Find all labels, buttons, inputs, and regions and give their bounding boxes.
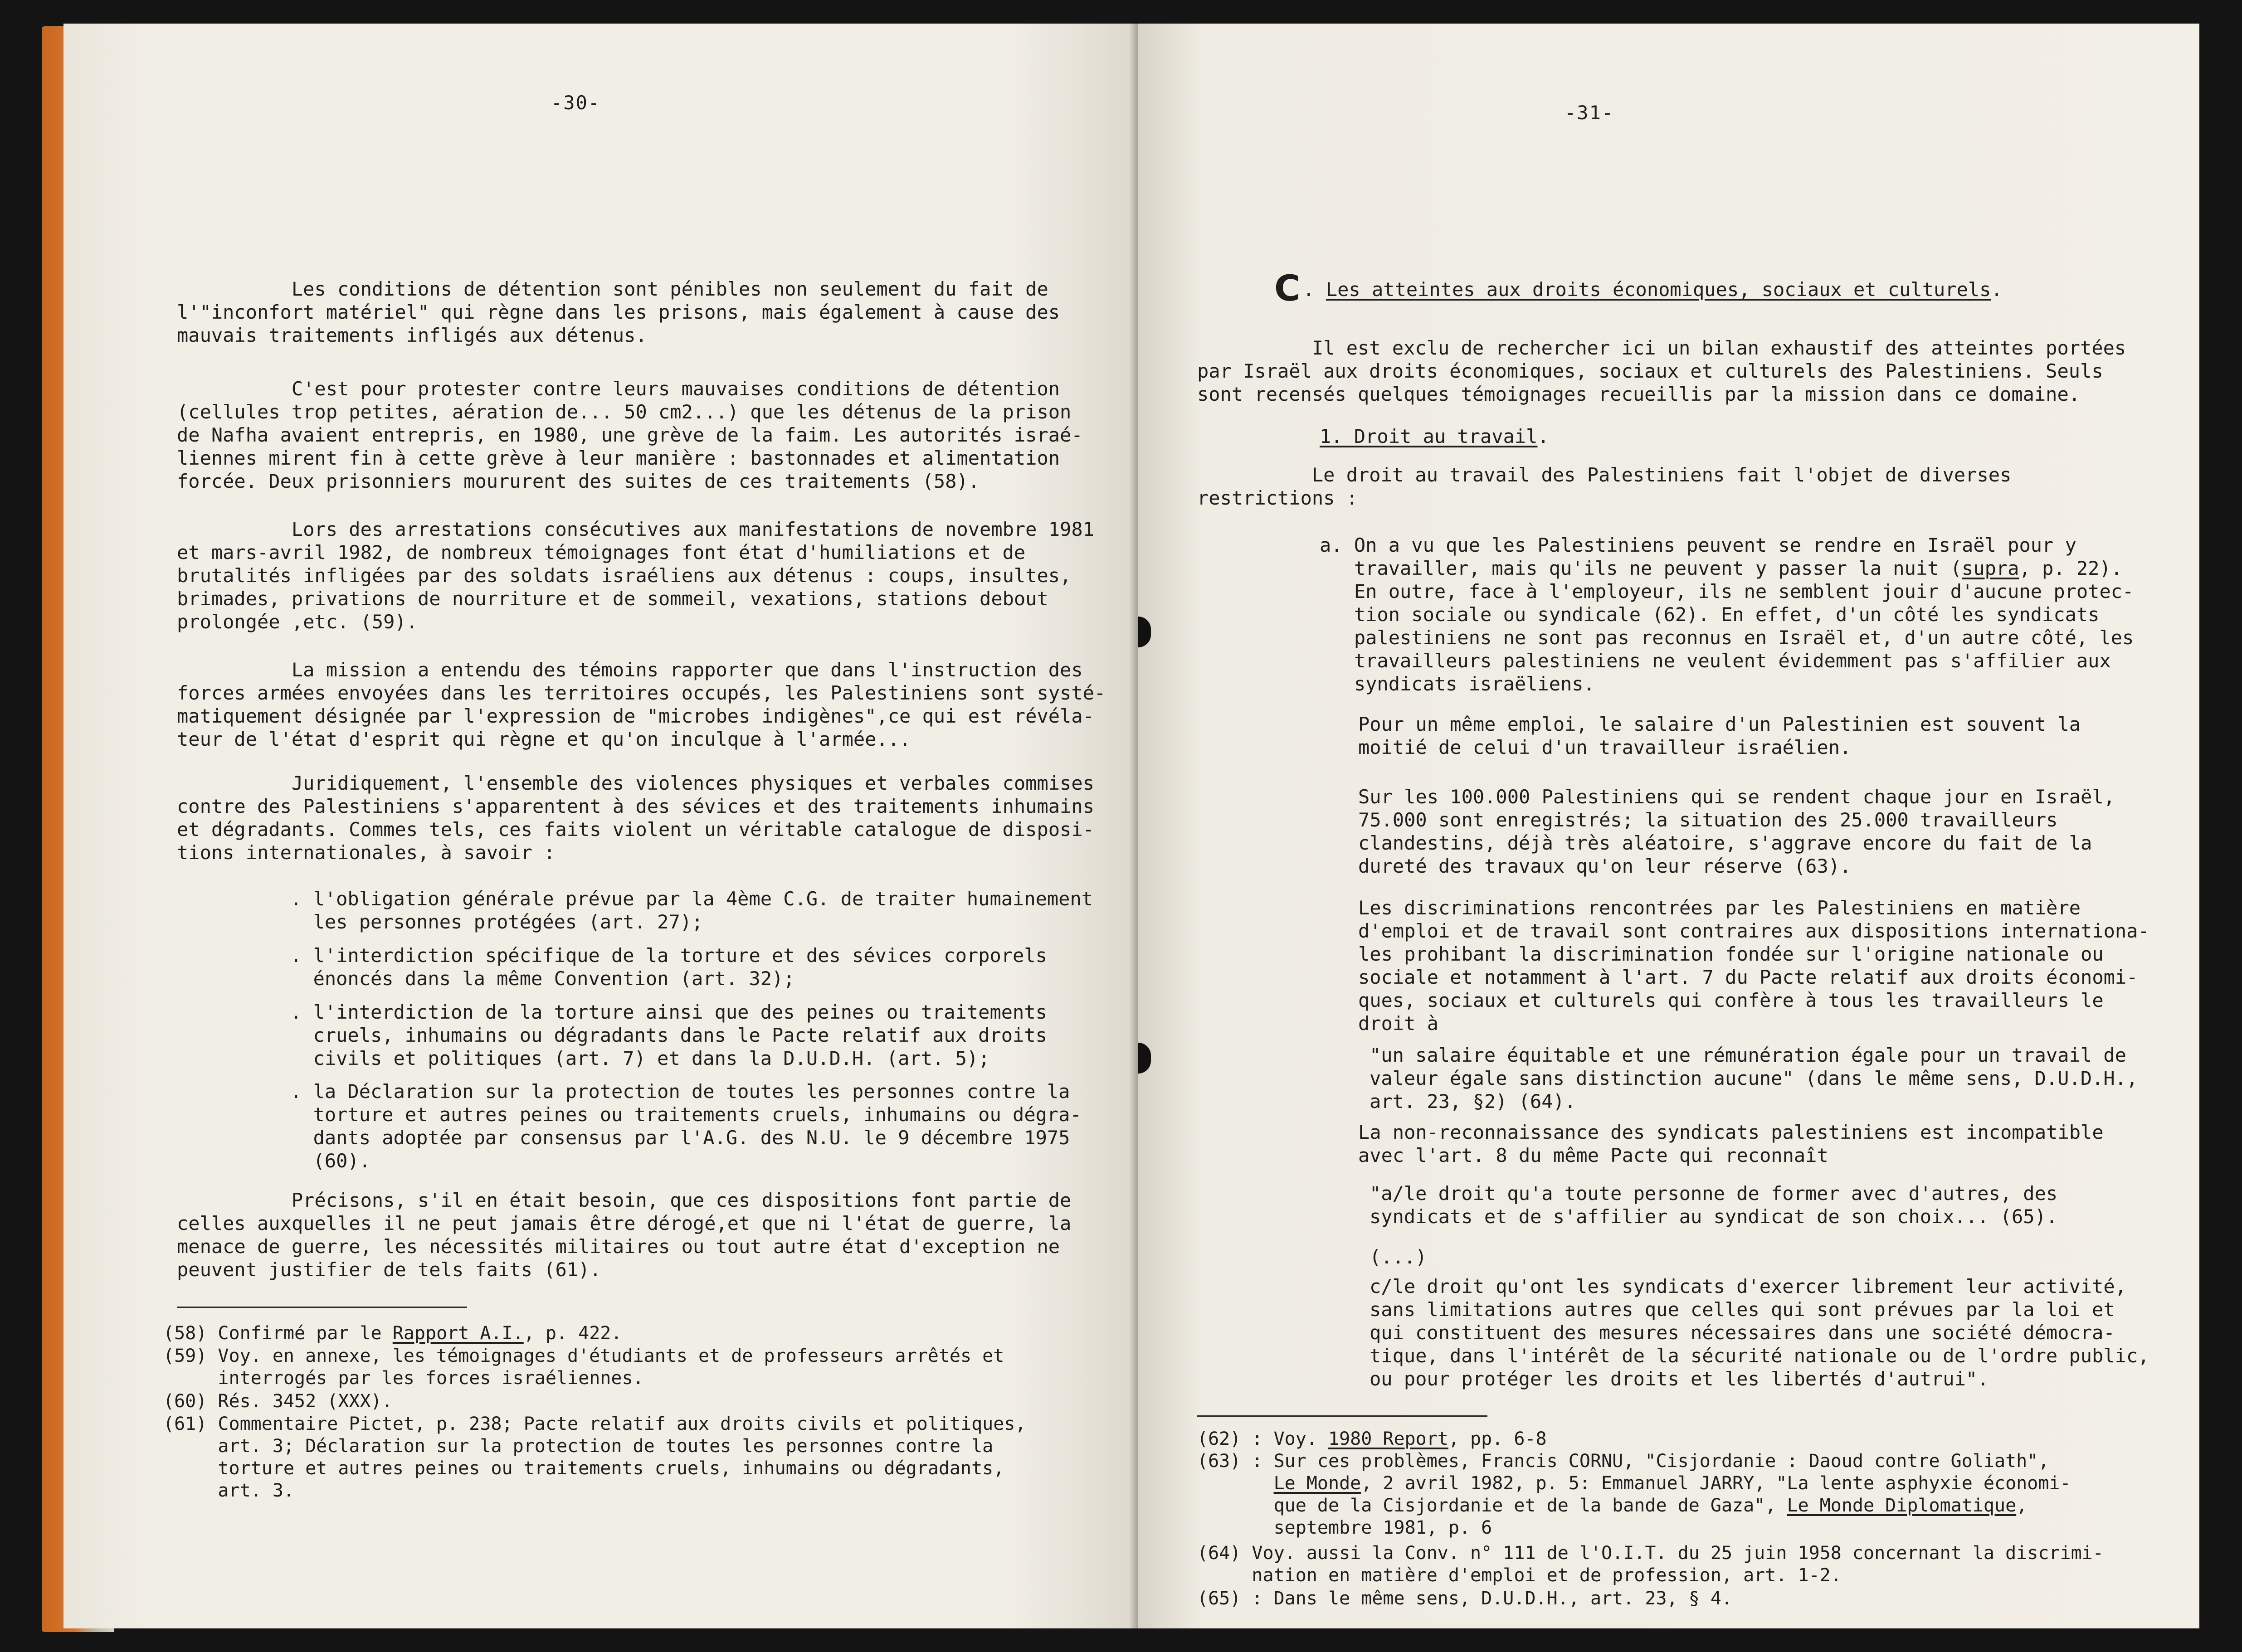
quotation-ellipsis: (...) bbox=[1370, 1246, 1427, 1268]
quotation: c/le droit qu'ont les syndicats d'exercer librement leur activité, sans limitations autres que celles qui sont prévues par la loi et qui constituent des mesures nécessaires dans une société démocra- tique, dans l'intérêt de la sécurité nationale ou de l'ordre public, ou pour protéger les droits et les libertés d'autrui". bbox=[1370, 1275, 2149, 1390]
closing-paragraph: Précisons, s'il en était besoin, que ces dispositions font partie de celles auxquelles il ne peut jamais être dérogé,et que ni l'état de guerre, la menace de guerre, les nécessités militaires ou tout autre état d'exception ne peuvent justifier de tels faits (61). bbox=[177, 1189, 1072, 1281]
section-letter: C bbox=[1274, 268, 1301, 309]
list-item-a: a. On a vu que les Palestiniens peuvent se rendre en Israël pour y travailler, mais qu'ils ne peuvent y passer la nuit (supra, p. 22). En outre, face à l'employeur, ils ne semblent jouir d'aucune protec- tion sociale ou syndicale (62). En effet, d'un côté les syndicats palestiniens ne sont pas reconnus en Israël et, d'un autre côté, les travailleurs palestiniens ne veulent évidemment pas s'affilier aux syndicats israëliens. bbox=[1320, 534, 2134, 695]
footnote-rule bbox=[1197, 1415, 1487, 1417]
paragraph: La mission a entendu des témoins rapporter que dans l'instruction des forces armées envoyées dans les territoires occupés, les Palestiniens sont systé- matiquement désignée par l'expression de "microbes indigènes",ce qui est révéla- teur de l'état d'esprit qui règne et qu'on inculque à l'armée... bbox=[177, 659, 1106, 750]
page-number: -30- bbox=[551, 92, 601, 114]
quotation: "un salaire équitable et une rémunération égale pour un travail de valeur égale sans distinction aucune" (dans le même sens, D.U.D.H., art. 23, §2) (64). bbox=[1370, 1044, 2138, 1113]
paragraph: Lors des arrestations consécutives aux manifestations de novembre 1981 et mars-avril 1982, de nombreux témoignages font état d'humiliations et de brutalités infligées par des soldats israéliens aux détenus : coups, insultes, brimades, privations de nourriture et de sommeil, vexations, stations debout prolongée ,etc. (59). bbox=[177, 518, 1094, 633]
footnote-59: (59) Voy. en annexe, les témoignages d'étudiants et de professeurs arrêtés et interrogés par les forces israéliennes. bbox=[163, 1346, 1004, 1389]
bullet-item: . l'interdiction spécifique de la torture et des sévices corporels énoncés dans la même Convention (art. 32); bbox=[290, 944, 1047, 990]
left-page bbox=[63, 24, 1138, 1628]
right-page bbox=[1138, 24, 2199, 1628]
bullet-item: . la Déclaration sur la protection de toutes les personnes contre la torture et autres peines ou traitements cruels, inhumains ou dégra- dants adoptée par consensus par l'A.G. des N.U. le 9 décembre 1975 (60). bbox=[290, 1080, 1082, 1172]
paragraph: Il est exclu de rechercher ici un bilan exhaustif des atteintes portées par Israël aux droits économiques, sociaux et culturels des Palestiniens. Seuls sont recensés quelques témoignages recueillis par la mission dans ce domaine. bbox=[1197, 337, 2126, 405]
quotation: "a/le droit qu'a toute personne de former avec d'autres, des syndicats et de s'affilier au syndicat de son choix... (65). bbox=[1370, 1182, 2058, 1228]
footnote-58: (58) Confirmé par le Rapport A.I., p. 422. bbox=[163, 1323, 622, 1344]
paragraph: Juridiquement, l'ensemble des violences physiques et verbales commises contre des Palestiniens s'apparentent à des sévices et des traitements inhumains et dégradants. Commes tels, ces faits violent un véritable catalogue de disposi- tions internationales, à savoir : bbox=[177, 772, 1094, 864]
footnote-rule bbox=[177, 1307, 467, 1308]
footnote-62: (62) : Voy. 1980 Report, pp. 6-8 bbox=[1197, 1428, 1547, 1449]
footnote-65: (65) : Dans le même sens, D.U.D.H., art. 23, § 4. bbox=[1197, 1588, 1733, 1609]
footnote-60: (60) Rés. 3452 (XXX). bbox=[163, 1391, 393, 1412]
paragraph: Pour un même emploi, le salaire d'un Palestinien est souvent la moitié de celui d'un travailleur israélien. bbox=[1358, 713, 2081, 758]
paragraph: Sur les 100.000 Palestiniens qui se rendent chaque jour en Israël, 75.000 sont enregistrés; la situation des 25.000 travailleurs clandestins, déjà très aléatoire, s'aggrave encore du fait de la dureté des travaux qu'on leur réserve (63). bbox=[1358, 786, 2115, 877]
paragraph: La non-reconnaissance des syndicats palestiniens est incompatible avec l'art. 8 du même Pacte qui reconnaît bbox=[1358, 1121, 2104, 1166]
footnote-64: (64) Voy. aussi la Conv. n° 111 de l'O.I.T. du 25 juin 1958 concernant la discrimi- nation en matière d'emploi et de profession, art. 1-2. bbox=[1197, 1543, 2104, 1586]
bullet-item: . l'interdiction de la torture ainsi que des peines ou traitements cruels, inhumains ou dégradants dans le Pacte relatif aux droits civils et politiques (art. 7) et dans la D.U.D.H. (art. 5); bbox=[290, 1001, 1047, 1069]
paragraph: C'est pour protester contre leurs mauvaises conditions de détention (cellules trop petites, aération de... 50 cm2...) que les détenus de la prison de Nafha avaient entrepris, en 1980, une grève de la faim. Les autorités israé- liennes mirent fin à cette grève à leur manière : bastonnades et alimentation forcée. Deux prisonniers moururent des suites de ces traitements (58). bbox=[177, 378, 1083, 492]
section-title: Les atteintes aux droits économiques, sociaux et culturels bbox=[1326, 278, 1991, 301]
paragraph: Les conditions de détention sont pénibles non seulement du fait de l'"inconfort matériel" qui règne dans les prisons, mais également à cause des mauvais traitements infligés aux détenus. bbox=[177, 278, 1060, 346]
footnote-63: (63) : Sur ces problèmes, Francis CORNU, "Cisjordanie : Daoud contre Goliath", Le Monde, 2 avril 1982, p. 5: Emmanuel JARRY, "La lente asphyxie économi- que de la Cisjordanie et de la bande de Gaza", Le Monde Diplomatique, septembre 1981, p. 6 bbox=[1197, 1451, 2071, 1538]
footnote-61: (61) Commentaire Pictet, p. 238; Pacte relatif aux droits civils et politiques, art. 3; Déclaration sur la protection de toutes les personnes contre la torture et autres peines ou traitements cruels, inhumains ou dégradants, art. 3. bbox=[163, 1414, 1026, 1501]
section-heading: C . Les atteintes aux droits économiques, sociaux et culturels. bbox=[1274, 268, 2003, 309]
paragraph: Le droit au travail des Palestiniens fait l'objet de diverses restrictions : bbox=[1197, 464, 2012, 509]
subsection-heading: 1. Droit au travail. bbox=[1320, 425, 1549, 447]
paragraph: Les discriminations rencontrées par les Palestiniens en matière d'emploi et de travail sont contraires aux dispositions internationa- les prohibant la discrimination fondée sur l'origine nationale ou sociale et notamment à l'art. 7 du Pacte relatif aux droits économi- ques, sociaux et culturels qui confère à tous les travailleurs le droit à bbox=[1358, 897, 2149, 1035]
bullet-item: . l'obligation générale prévue par la 4ème C.G. de traiter humainement les personnes protégées (art. 27); bbox=[290, 888, 1093, 933]
page-number: -31- bbox=[1565, 102, 1614, 124]
